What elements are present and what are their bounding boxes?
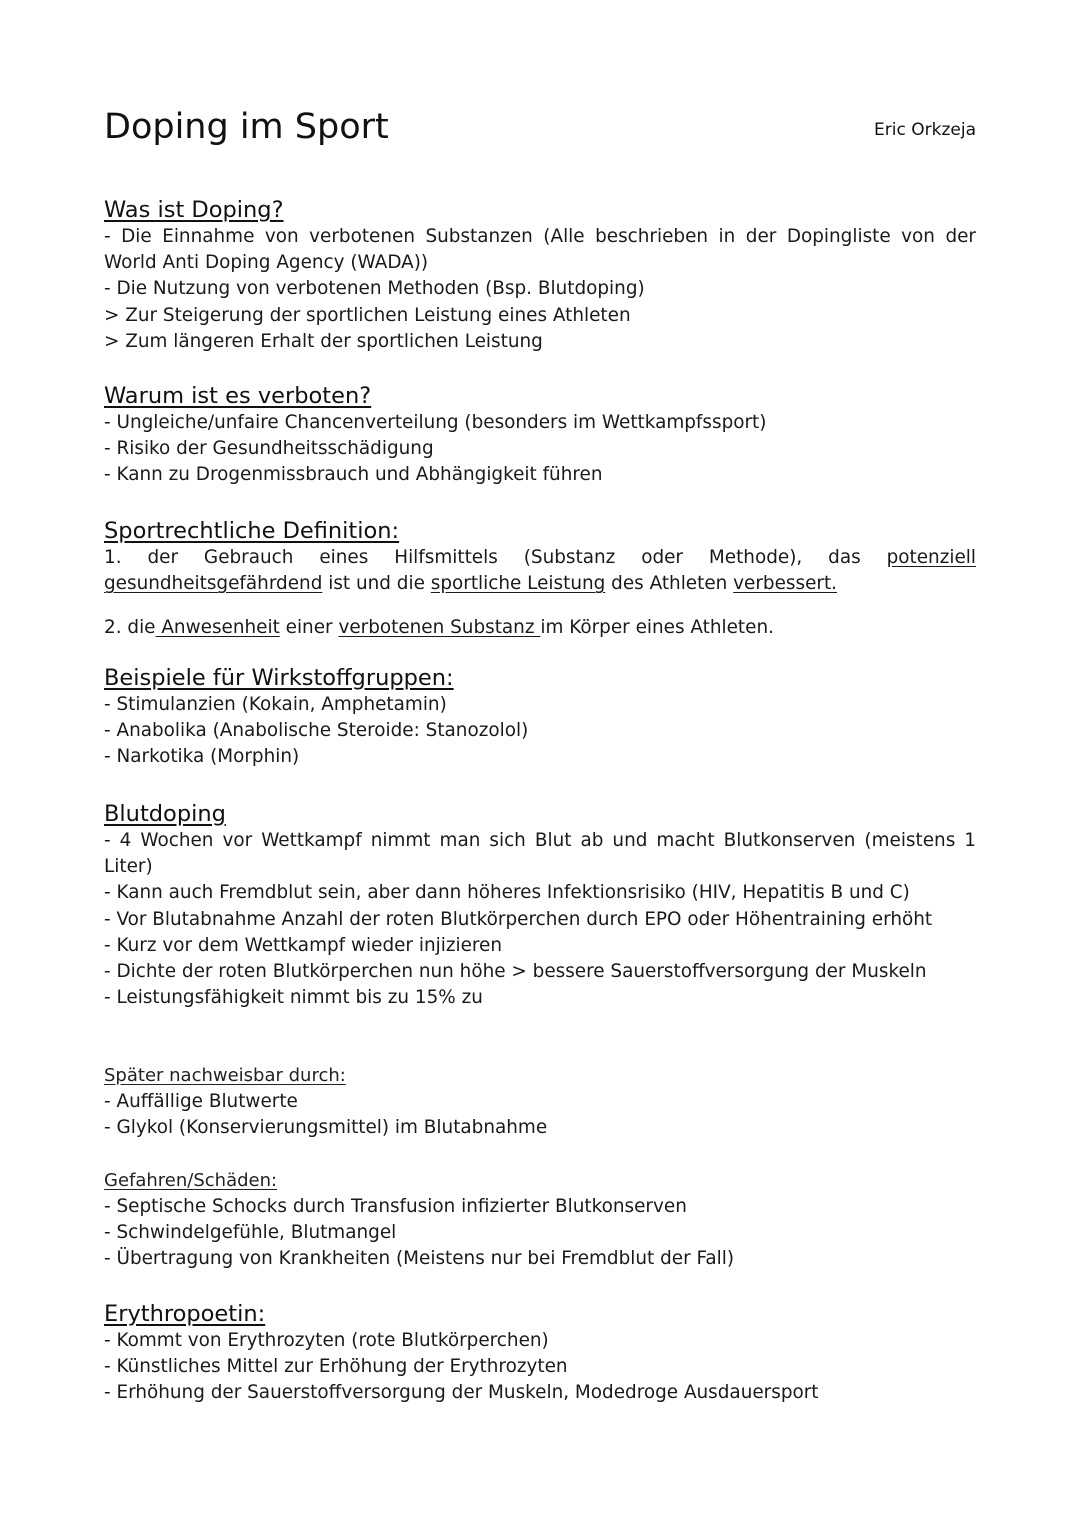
line-list [104, 410, 976, 489]
list-item: > Zur Steigerung der sportlichen Leistung eines Athleten [104, 304, 631, 326]
list-item: - Ungleiche/unfaire Chancenverteilung (besonders im Wettkampfssport) [104, 412, 767, 433]
text-run: 1. der Gebrauch eines Hilfsmittels (Substanz oder Methode), das [104, 547, 887, 568]
list-item: - Stimulanzien (Kokain, Amphetamin) [104, 694, 447, 715]
underlined-term: sportliche Leistung [430, 573, 606, 595]
author-name: Eric Orkzeja [874, 120, 976, 140]
section-heading: Sportrechtliche Definition: [104, 518, 400, 544]
subsection-heading: Später nachweisbar durch: [104, 1065, 346, 1086]
definition-paragraph-2 [104, 615, 976, 641]
list-item: - Vor Blutabnahme Anzahl der roten Blutkörperchen durch EPO oder Höhentraining erhöht [104, 908, 933, 930]
line-list [104, 1194, 976, 1273]
list-item: - Septische Schocks durch Transfusion infizierter Blutkonserven [104, 1196, 687, 1217]
list-item: - Auffällige Blutwerte [104, 1091, 298, 1112]
list-item: - Schwindelgefühle, Blutmangel [104, 1222, 397, 1244]
list-item: - Erhöhung der Sauerstoffversorgung der Muskeln, Modedroge Ausdauersport [104, 1382, 819, 1404]
list-item: - Glykol (Konservierungsmittel) im Blutabnahme [104, 1117, 548, 1139]
text-run: im Körper eines Athleten. [540, 617, 774, 639]
section-heading: Warum ist es verboten? [104, 383, 372, 409]
document-page [104, 0, 976, 1527]
section-nachweisbar [104, 1063, 976, 1141]
line-list [104, 1089, 976, 1141]
list-item: - Die Einnahme von verbotenen Substanzen (Alle beschrieben in der Dopingliste von der World Anti Doping Agency (WADA)) [104, 226, 976, 274]
page-title: Doping im Sport [104, 107, 389, 147]
list-item: - Übertragung von Krankheiten (Meistens nur bei Fremdblut der Fall) [104, 1248, 735, 1270]
text-run: des Athleten [605, 573, 734, 595]
text-run: ist und die [322, 573, 431, 595]
subsection-heading: Gefahren/Schäden: [104, 1170, 278, 1191]
list-item: - Dichte der roten Blutkörperchen nun höhe > bessere Sauerstoffversorgung der Muskeln [104, 961, 927, 983]
list-item: - Künstliches Mittel zur Erhöhung der Erythrozyten [104, 1356, 568, 1378]
text-run: 2. die [104, 617, 156, 639]
section-heading: Blutdoping [104, 801, 226, 827]
list-item: - Narkotika (Morphin) [104, 746, 300, 768]
underlined-term: verbotenen Substanz [338, 617, 541, 639]
section-heading: Was ist Doping? [104, 197, 284, 223]
list-item: - 4 Wochen vor Wettkampf nimmt man sich Blut ab und macht Blutkonserven (meistens 1 Liter) [104, 830, 976, 878]
section-gefahren [104, 1168, 976, 1273]
section-blutdoping [104, 800, 976, 1011]
list-item: - Risiko der Gesundheitsschädigung [104, 438, 434, 460]
section-heading: Erythropoetin: [104, 1301, 266, 1327]
section-was-ist-doping [104, 196, 976, 355]
list-item: - Kommt von Erythrozyten (rote Blutkörperchen) [104, 1330, 549, 1351]
list-item: - Kurz vor dem Wettkampf wieder injizieren [104, 934, 503, 956]
line-list [104, 1328, 976, 1407]
line-list [104, 692, 976, 771]
section-warum-verboten [104, 382, 976, 489]
list-item: - Die Nutzung von verbotenen Methoden (Bsp. Blutdoping) [104, 278, 645, 300]
line-list [104, 224, 976, 355]
underlined-term: verbessert. [733, 573, 837, 595]
section-sportrechtliche-definition [104, 517, 976, 642]
list-item: - Anabolika (Anabolische Steroide: Stanozolol) [104, 720, 529, 742]
definition-paragraph-1 [104, 545, 976, 597]
line-list [104, 828, 976, 1011]
underlined-term: Anwesenheit [155, 617, 280, 639]
section-erythropoetin [104, 1300, 976, 1407]
list-item: - Kann auch Fremdblut sein, aber dann höheres Infektionsrisiko (HIV, Hepatitis B und C) [104, 882, 910, 904]
section-beispiele-wirkstoffgruppen [104, 664, 976, 771]
document-header [104, 104, 976, 154]
text-run: einer [279, 617, 339, 639]
section-heading: Beispiele für Wirkstoffgruppen: [104, 665, 454, 691]
underlined-term: potenziell gesundheitsgefährdend [104, 547, 976, 595]
list-item: - Kann zu Drogenmissbrauch und Abhängigkeit führen [104, 464, 603, 486]
list-item: > Zum längeren Erhalt der sportlichen Leistung [104, 330, 543, 352]
list-item: - Leistungsfähigkeit nimmt bis zu 15% zu [104, 987, 483, 1009]
